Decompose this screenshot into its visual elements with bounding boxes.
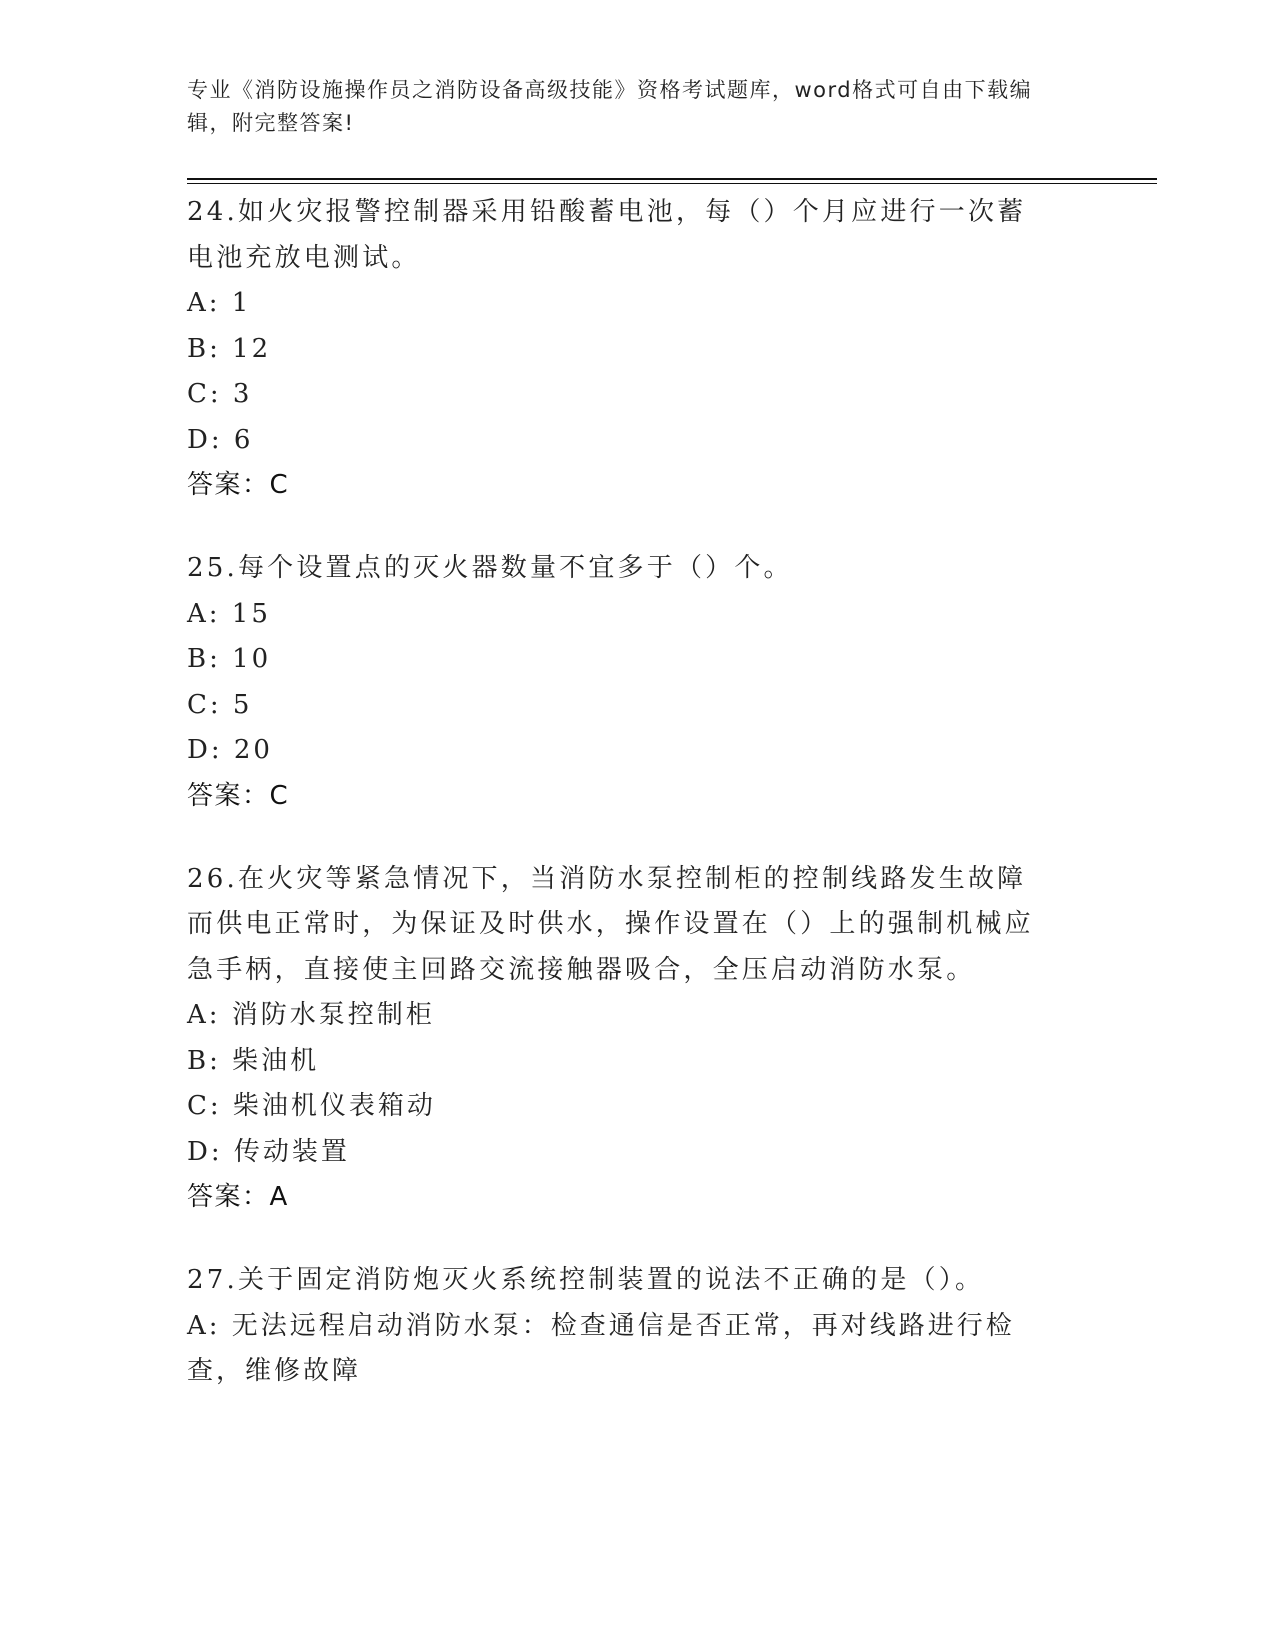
answer: 答案：C (187, 470, 290, 500)
option-b: B: 12 (187, 333, 272, 364)
question-26 (187, 857, 1087, 1221)
option-a: A: 消防水泵控制柜 (187, 1000, 435, 1030)
question-stem: 24.如火灾报警控制器采用铅酸蓄电池，每（）个月应进行一次蓄电池充放电测试。 (187, 197, 1027, 273)
header-divider-thick (187, 178, 1157, 180)
answer: 答案：C (187, 780, 290, 811)
option-a: A: 1 (187, 288, 252, 318)
option-b: B: 柴油机 (187, 1045, 320, 1076)
option-c: C: 柴油机仪表箱动 (187, 1091, 436, 1121)
question-list (187, 190, 1087, 1433)
question-27 (187, 1258, 1087, 1395)
question-stem: 25.每个设置点的灭火器数量不宜多于（）个。 (187, 553, 793, 583)
question-stem: 26.在火灾等紧急情况下，当消防水泵控制柜的控制线路发生故障而供电正常时，为保证及时供水，操作设置在（）上的强制机械应急手柄，直接使主回路交流接触器吸合，全压启动消防水泵。 (187, 863, 1034, 985)
option-d: D: 20 (187, 735, 273, 765)
option-d: D: 6 (187, 424, 254, 455)
answer: 答案：A (187, 1182, 289, 1212)
option-a: A: 15 (187, 598, 271, 629)
option-c: C: 3 (187, 379, 253, 409)
option-d: D: 传动装置 (187, 1136, 350, 1167)
question-24 (187, 190, 1087, 508)
option-c: C: 5 (187, 689, 253, 720)
question-stem: 27.关于固定消防炮灭火系统控制装置的说法不正确的是（）。 (187, 1265, 985, 1295)
header-divider-thin (187, 183, 1157, 184)
document-header: 专业《消防设施操作员之消防设备高级技能》资格考试题库，word格式可自由下载编辑，附完整答案! (187, 78, 1033, 135)
option-a: A: 无法远程启动消防水泵：检查通信是否正常，再对线路进行检查，维修故障 (187, 1310, 1015, 1386)
question-25 (187, 546, 1087, 819)
option-b: B: 10 (187, 644, 272, 674)
